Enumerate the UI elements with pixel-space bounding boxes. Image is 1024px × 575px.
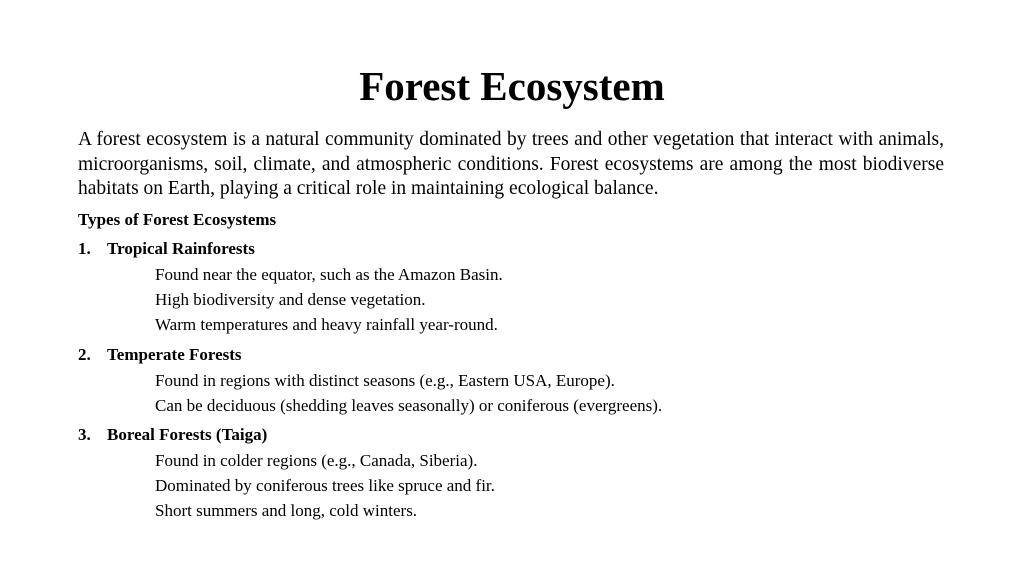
detail-line: Found in colder regions (e.g., Canada, Siberia). — [155, 451, 478, 470]
forest-type-name: Temperate Forests — [107, 345, 242, 364]
section-heading: Types of Forest Ecosystems — [78, 210, 277, 229]
forest-type-name: Tropical Rainforests — [107, 239, 255, 258]
list-number: 2. — [78, 345, 91, 364]
forest-type-boreal — [78, 424, 958, 523]
list-number: 1. — [78, 239, 91, 258]
detail-line: Dominated by coniferous trees like spruce and fir. — [155, 476, 495, 495]
detail-line: High biodiversity and dense vegetation. — [155, 290, 426, 309]
forest-type-heading — [78, 344, 958, 368]
intro-paragraph: A forest ecosystem is a natural community dominated by trees and other vegetation that interact with animals, microorganisms, soil, climate, and atmospheric conditions. Forest ecosystems are among the most biodiverse habitats on Earth, playing a critical role in maintaining ecological balance. — [78, 129, 944, 199]
detail-line: Found near the equator, such as the Amazon Basin. — [155, 265, 503, 284]
detail-line: Warm temperatures and heavy rainfall year-round. — [155, 315, 498, 334]
forest-type-name: Boreal Forests (Taiga) — [107, 425, 268, 444]
forest-type-heading — [78, 238, 958, 262]
forest-type-tropical — [78, 238, 958, 337]
slide-title: Forest Ecosystem — [359, 63, 665, 109]
detail-line: Found in regions with distinct seasons (e.g., Eastern USA, Europe). — [155, 371, 615, 390]
forest-type-temperate — [78, 344, 958, 418]
list-number: 3. — [78, 425, 91, 444]
detail-line: Short summers and long, cold winters. — [155, 501, 418, 520]
detail-line: Can be deciduous (shedding leaves seasonally) or coniferous (evergreens). — [155, 396, 663, 415]
forest-type-heading — [78, 424, 958, 448]
